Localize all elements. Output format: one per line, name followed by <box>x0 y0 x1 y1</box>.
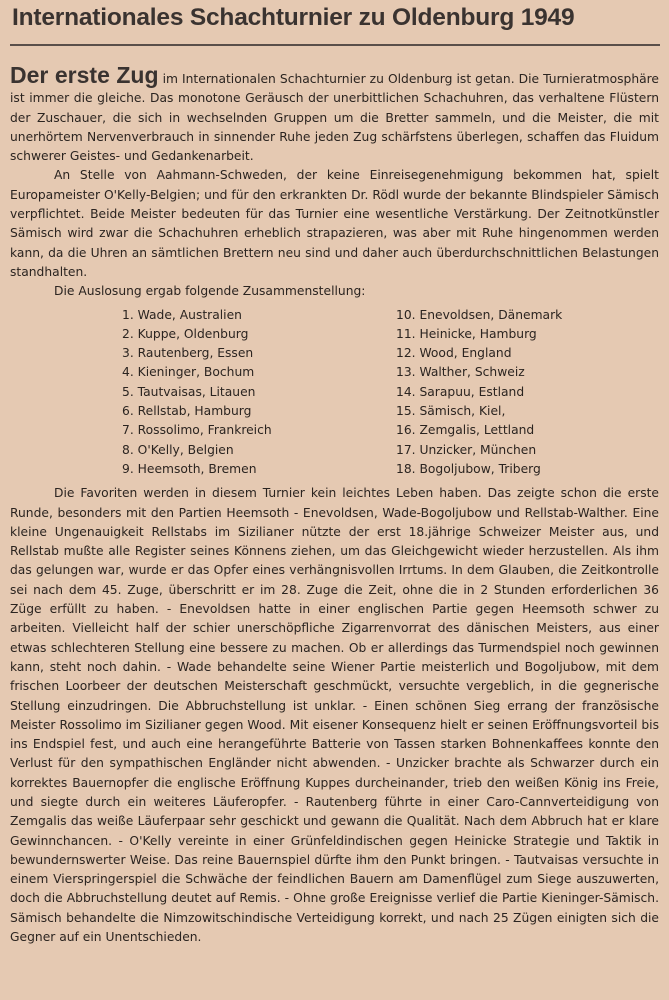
intro-paragraph <box>10 62 659 166</box>
list-item: 8. O'Kelly, Belgien <box>122 442 234 457</box>
list-item: 15. Sämisch, Kiel, <box>396 404 506 419</box>
list-item: 5. Tautvaisas, Litauen <box>122 384 256 399</box>
article-body <box>10 62 659 947</box>
paragraph-3: Die Auslosung ergab folgende Zusammenstellung: <box>54 284 366 299</box>
list-item: 12. Wood, England <box>396 346 512 361</box>
intro-text: im Internationalen Schachturnier zu Oldenburg ist getan. Die Turnieratmosphäre ist immer die gleiche. Das monotone Geräusch der unerbittlichen Schachuhren, das verhaltene Flüstern der Zuschauer, die sich in wechselnden Gruppen um die Bretter sammeln, und die Meister, die mit unerhörtem Nervenverbrauch in sinnender Ruhe jeden Zug schärfstens überlegen, schaffen das Fluidum schwerer Geistes- und Gedankenarbeit. <box>10 72 659 164</box>
list-item: 7. Rossolimo, Frankreich <box>122 423 272 438</box>
list-item: 1. Wade, Australien <box>122 307 242 322</box>
list-item: 13. Walther, Schweiz <box>396 365 525 380</box>
title-divider <box>10 44 660 46</box>
list-item: 4. Kieninger, Bochum <box>122 365 255 380</box>
list-item: 9. Heemsoth, Bremen <box>122 461 257 476</box>
list-item: 2. Kuppe, Oldenburg <box>122 326 249 341</box>
pairing-list-right <box>396 306 596 480</box>
article-headline: Der erste Zug <box>10 62 159 88</box>
paragraph-4: Die Favoriten werden in diesem Turnier kein leichtes Leben haben. Das zeigte schon die erste Runde, besonders mit den Partien Heemsoth - Enevoldsen, Wade-Bogoljubow und Rellstab-Walther. Eine kleine Ungenauigkeit Rellstabs im Sizilianer nützte der erst 18.jährige Schweizer Meister aus, und Rellstab mußte alle Register seines Könnens ziehen, um das Gleichgewicht wieder herzustellen. Als ihm das gelungen war, wurde er das Opfer eines verhängnisvollen Irrtums. In dem Glauben, die Zeitkontrolle sei nach dem 45. Zuge, überschritt er im 28. Zuge die Zeit, ohne die in 2 Stunden erforderlichen 36 Züge erfüllt zu haben. - Enevoldsen hatte in einer englischen Partie gegen Heemsoth schwer zu arbeiten. Vielleicht half der schier unerschöpfliche Zigarrenvorrat des dänischen Meisters, aus einer etwas schlechteren Stellung eine bessere zu machen. Ob er allerdings das Turmendspiel noch gewinnen kann, steht noch dahin. - Wade behandelte seine Wiener Partie meisterlich und Bogoljubow, mit dem frischen Loorbeer der deutschen Meisterschaft geschmückt, versuchte vergeblich, in die gegnerische Stellung einzudringen. Die Abbruchstellung ist unklar. - Einen schönen Sieg errang der französische Meister Rossolimo im Sizilianer gegen Wood. Mit eisener Konsequenz hielt er seinen Eröffnungsvorteil bis ins Endspiel fest, und auch eine herangeführte Batterie von Tassen starken Bohnenkaffees konnte den Verlust für den sympathischen Engländer nicht abwenden. - Unzicker brachte als Schwarzer durch ein korrektes Bauernopfer die englische Eröffnung Kuppes durcheinander, trieb den weißen König ins Freie, und siegte durch ein weiteres Läuferopfer. - Rautenberg führte in einer Caro-Cannverteidigung von Zemgalis das weiße Läuferpaar sehr geschickt und gewann die Qualität. Nach dem Abbruch hat er klare Gewinnchancen. - O'Kelly vereinte in einer Grünfeldindischen gegen Heinicke Strategie und Taktik in bewundernswerter Weise. Das reine Bauernspiel dürfte ihm den Punkt bringen. - Tautvaisas versuchte in einem Vierspringerspiel die Schwäche der feindlichen Bauern am Damenflügel zum Siege auszuwerten, doch die Abbruchstellung deutet auf Remis. - Ohne große Ereignisse verlief die Partie Kieninger-Sämisch. Sämisch behandelte die Nimzowitschindische Verteidigung korrekt, und nach 25 Zügen einigten sich die Gegner auf ein Unentschieden. <box>10 486 659 945</box>
list-item: 10. Enevoldsen, Dänemark <box>396 307 563 322</box>
list-item: 14. Sarapuu, Estland <box>396 384 525 399</box>
list-item: 6. Rellstab, Hamburg <box>122 404 252 419</box>
paragraph-2: An Stelle von Aahmann-Schweden, der keine Einreisegenehmigung bekommen hat, spielt Europameister O'Kelly-Belgien; und für den erkrankten Dr. Rödl wurde der bekannte Blindspieler Sämisch verpflichtet. Beide Meister bedeuten für das Turnier eine wesentliche Verstärkung. Der Zeitnotkünstler Sämisch wird zwar die Schachuhren erheblich strapazieren, was aber mit Ruhe hingenommen werden kann, da die Uhren an sämtlichen Brettern neu sind und daher auch überdurchschnittlichen Belastungen standhalten. <box>10 168 659 279</box>
list-item: 16. Zemgalis, Lettland <box>396 423 535 438</box>
pairing-list <box>10 306 596 480</box>
list-item: 18. Bogoljubow, Triberg <box>396 461 541 476</box>
pairing-list-left <box>122 306 342 480</box>
page-title: Internationales Schachturnier zu Oldenburg 1949 <box>12 4 575 31</box>
list-item: 3. Rautenberg, Essen <box>122 346 254 361</box>
list-item: 17. Unzicker, München <box>396 442 537 457</box>
list-item: 11. Heinicke, Hamburg <box>396 326 537 341</box>
